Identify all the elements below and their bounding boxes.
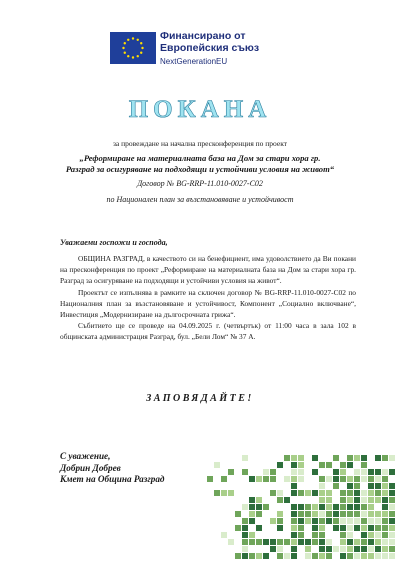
pattern-tile <box>389 532 395 538</box>
pattern-tile <box>312 469 318 475</box>
pattern-tile <box>305 518 311 524</box>
pattern-tile <box>375 490 381 496</box>
pattern-tile <box>333 546 339 552</box>
pattern-tile <box>249 532 255 538</box>
pattern-tile <box>305 546 311 552</box>
pattern-tile <box>361 546 367 552</box>
pattern-tile <box>375 483 381 489</box>
pattern-tile <box>326 490 332 496</box>
pattern-tile <box>249 504 255 510</box>
pattern-tile <box>361 476 367 482</box>
pattern-tile <box>291 455 297 461</box>
pattern-tile <box>319 483 325 489</box>
paragraph-3: Събитието ще се проведе на 04.09.2025 г. (четвъртък) от 11:00 часа в зала 102 в общинската администрация Разград, бул. „Бели Лом“ № 37 А. <box>60 321 356 342</box>
pattern-tile <box>242 539 248 545</box>
pattern-tile <box>291 490 297 496</box>
pattern-tile <box>375 455 381 461</box>
pattern-tile <box>249 511 255 517</box>
pattern-tile <box>312 553 318 559</box>
greeting: Уважаеми госпожи и господа, <box>60 238 168 247</box>
pattern-tile <box>214 490 220 496</box>
pattern-tile <box>354 469 360 475</box>
pattern-tile <box>228 469 234 475</box>
pattern-tile <box>326 546 332 552</box>
pattern-tile <box>333 483 339 489</box>
pattern-tile <box>347 462 353 468</box>
pattern-tile <box>221 490 227 496</box>
pattern-tile <box>291 483 297 489</box>
pattern-tile <box>389 504 395 510</box>
pattern-tile <box>270 476 276 482</box>
pattern-tile <box>333 476 339 482</box>
pattern-tile <box>228 490 234 496</box>
pattern-tile <box>277 511 283 517</box>
pattern-tile <box>361 525 367 531</box>
pattern-tile <box>389 469 395 475</box>
pattern-tile <box>291 511 297 517</box>
pattern-tile <box>354 483 360 489</box>
pattern-tile <box>361 532 367 538</box>
pattern-tile <box>319 462 325 468</box>
pattern-tile <box>389 497 395 503</box>
pattern-tile <box>368 497 374 503</box>
pattern-tile <box>242 504 248 510</box>
pattern-tile <box>382 518 388 524</box>
pattern-tile <box>361 553 367 559</box>
pattern-tile <box>375 553 381 559</box>
pattern-tile <box>340 490 346 496</box>
pattern-tile <box>249 476 255 482</box>
pattern-tile <box>277 462 283 468</box>
pattern-tile <box>368 539 374 545</box>
pattern-tile <box>382 469 388 475</box>
pattern-tile <box>382 553 388 559</box>
pattern-tile <box>298 462 304 468</box>
pattern-tile <box>270 546 276 552</box>
pattern-tile <box>375 497 381 503</box>
paragraph-2: Проектът се изпълнява в рамките на сключен договор № BG-RRP-11.010-0027-C02 по Националния план за възстановяване и устойчивост, Компонент „Социално включване“, Инвестиция „Модернизиране на дългосрочната грижа“. <box>60 287 356 320</box>
pattern-tile <box>263 553 269 559</box>
pattern-tile <box>382 539 388 545</box>
pattern-tile <box>326 462 332 468</box>
pattern-tile <box>242 546 248 552</box>
pattern-tile <box>354 525 360 531</box>
pattern-tile <box>305 539 311 545</box>
invitation-call: ЗАПОВЯДАЙТЕ! <box>146 393 254 404</box>
pattern-tile <box>249 518 255 524</box>
pattern-tile <box>389 525 395 531</box>
pattern-tile <box>319 476 325 482</box>
pattern-tile <box>326 476 332 482</box>
pattern-tile <box>333 504 339 510</box>
pattern-tile <box>298 469 304 475</box>
pattern-tile <box>319 553 325 559</box>
pattern-tile <box>214 462 220 468</box>
pattern-tile <box>312 539 318 545</box>
pattern-tile <box>354 539 360 545</box>
pattern-tile <box>319 525 325 531</box>
pattern-tile <box>326 504 332 510</box>
pattern-tile <box>312 511 318 517</box>
pattern-tile <box>333 525 339 531</box>
pattern-tile <box>354 490 360 496</box>
pattern-tile <box>382 497 388 503</box>
pattern-tile <box>298 525 304 531</box>
pattern-tile <box>382 455 388 461</box>
pattern-tile <box>361 469 367 475</box>
pattern-tile <box>326 511 332 517</box>
pattern-tile <box>375 518 381 524</box>
pattern-tile <box>298 490 304 496</box>
pattern-tile <box>354 504 360 510</box>
pattern-tile <box>305 490 311 496</box>
pattern-tile <box>340 504 346 510</box>
pattern-tile <box>347 553 353 559</box>
pattern-tile <box>256 553 262 559</box>
pattern-tile <box>298 511 304 517</box>
pattern-tile <box>347 518 353 524</box>
signer-position: Кмет на Община Разград <box>60 474 165 484</box>
pattern-tile <box>221 476 227 482</box>
pattern-tile <box>368 469 374 475</box>
pattern-tile <box>340 497 346 503</box>
pattern-tile <box>277 490 283 496</box>
pattern-tile <box>284 497 290 503</box>
pattern-tile <box>305 511 311 517</box>
pattern-tile <box>340 553 346 559</box>
pattern-tile <box>340 539 346 545</box>
pattern-tile <box>375 476 381 482</box>
pattern-tile <box>284 476 290 482</box>
page-title: ПОКАНА <box>128 96 272 123</box>
pattern-tile <box>354 455 360 461</box>
pattern-tile <box>389 518 395 524</box>
pattern-tile <box>389 546 395 552</box>
pattern-tile <box>382 490 388 496</box>
logo-line-1: Финансирано от <box>160 30 246 42</box>
pattern-tile <box>347 504 353 510</box>
pattern-tile <box>375 469 381 475</box>
pattern-tile <box>277 525 283 531</box>
pattern-tile <box>235 553 241 559</box>
pattern-tile <box>368 525 374 531</box>
pattern-tile <box>368 504 374 510</box>
pattern-tile <box>312 490 318 496</box>
pattern-tile <box>284 455 290 461</box>
pattern-tile <box>354 511 360 517</box>
pattern-tile <box>312 455 318 461</box>
pattern-tile <box>333 518 339 524</box>
pattern-tile <box>347 483 353 489</box>
pattern-tile <box>361 539 367 545</box>
pattern-tile <box>207 476 213 482</box>
pattern-tile <box>347 497 353 503</box>
pattern-tile <box>291 504 297 510</box>
pattern-tile <box>347 511 353 517</box>
pattern-tile <box>291 469 297 475</box>
pattern-tile <box>312 532 318 538</box>
pattern-tile <box>354 497 360 503</box>
pattern-tile <box>277 539 283 545</box>
pattern-tile <box>368 490 374 496</box>
pattern-tile <box>270 518 276 524</box>
pattern-tile <box>333 469 339 475</box>
pattern-tile <box>382 476 388 482</box>
pattern-tile <box>389 455 395 461</box>
pattern-tile <box>256 504 262 510</box>
pattern-tile <box>298 532 304 538</box>
pattern-tile <box>291 546 297 552</box>
pattern-tile <box>382 525 388 531</box>
pattern-tile <box>256 539 262 545</box>
pattern-tile <box>221 532 227 538</box>
pattern-tile <box>389 483 395 489</box>
pattern-tile <box>347 525 353 531</box>
pattern-tile <box>326 553 332 559</box>
pattern-tile <box>235 525 241 531</box>
pattern-tile <box>228 539 234 545</box>
pattern-tile <box>249 497 255 503</box>
pattern-tile <box>375 525 381 531</box>
pattern-tile <box>361 462 367 468</box>
pattern-tile <box>291 476 297 482</box>
pattern-tile <box>298 476 304 482</box>
signer-name: Добрин Добрев <box>60 462 121 473</box>
pattern-tile <box>326 518 332 524</box>
pattern-tile <box>368 476 374 482</box>
logo-line-3: NextGenerationEU <box>160 57 228 66</box>
pattern-tile <box>312 525 318 531</box>
pattern-tile <box>368 511 374 517</box>
pattern-tile <box>340 469 346 475</box>
pattern-tile <box>291 539 297 545</box>
pattern-tile <box>368 532 374 538</box>
pattern-tile <box>340 546 346 552</box>
pattern-tile <box>340 532 346 538</box>
pattern-tile <box>305 553 311 559</box>
pattern-tile <box>389 511 395 517</box>
pattern-tile <box>242 455 248 461</box>
pattern-tile <box>368 518 374 524</box>
pattern-tile <box>361 455 367 461</box>
pattern-tile <box>298 455 304 461</box>
pattern-tile <box>291 532 297 538</box>
pattern-tile <box>277 518 283 524</box>
pattern-tile <box>368 546 374 552</box>
pattern-tile <box>347 546 353 552</box>
pattern-tile <box>361 497 367 503</box>
pattern-tile <box>347 539 353 545</box>
pattern-tile <box>298 504 304 510</box>
pattern-tile <box>277 497 283 503</box>
pattern-tile <box>263 504 269 510</box>
pattern-tile <box>389 490 395 496</box>
pattern-tile <box>347 490 353 496</box>
pattern-tile <box>298 539 304 545</box>
pattern-tile <box>361 518 367 524</box>
pattern-tile <box>284 539 290 545</box>
pattern-tile <box>277 553 283 559</box>
pattern-tile <box>242 469 248 475</box>
pattern-tile <box>333 455 339 461</box>
pattern-tile <box>305 504 311 510</box>
pattern-tile <box>354 553 360 559</box>
pattern-tile <box>326 497 332 503</box>
pattern-tile <box>256 525 262 531</box>
pattern-tile <box>312 518 318 524</box>
pattern-tile <box>277 546 283 552</box>
pattern-tile <box>270 469 276 475</box>
pattern-tile <box>270 490 276 496</box>
pattern-tile <box>382 546 388 552</box>
pattern-tile <box>368 483 374 489</box>
pattern-tile <box>375 511 381 517</box>
pattern-tile <box>382 483 388 489</box>
pattern-tile <box>319 546 325 552</box>
pattern-tile <box>382 504 388 510</box>
subtitle: за провеждане на начална пресконференция по проект <box>112 139 288 148</box>
pattern-tile <box>389 553 395 559</box>
pattern-tile <box>263 476 269 482</box>
pattern-tile <box>249 539 255 545</box>
pattern-tile <box>340 518 346 524</box>
pattern-tile <box>319 539 325 545</box>
pattern-tile <box>340 462 346 468</box>
pattern-tile <box>361 504 367 510</box>
pattern-tile <box>263 469 269 475</box>
pattern-tile <box>389 539 395 545</box>
pattern-tile <box>319 490 325 496</box>
pattern-tile <box>256 497 262 503</box>
pattern-tile <box>375 539 381 545</box>
pattern-tile <box>333 511 339 517</box>
pattern-tile <box>340 476 346 482</box>
pattern-tile <box>354 518 360 524</box>
pattern-tile <box>263 539 269 545</box>
paragraph-1: ОБЩИНА РАЗГРАД, в качеството си на бенефициент, има удоволствието да Ви покани на пресконференция по проект „Реформиране на материалната база на Дом за стари хора гр. Разград за осигуряване на подходящи и устойчиви условия на живот“. <box>60 254 356 286</box>
regards: С уважение, <box>60 451 111 461</box>
pattern-tile <box>347 532 353 538</box>
pattern-tile <box>291 518 297 524</box>
pattern-tile <box>249 553 255 559</box>
project-name-line-1: „Реформиране на материалната база на Дом за стари хора гр. <box>79 153 321 163</box>
pattern-tile <box>312 504 318 510</box>
pattern-tile <box>270 539 276 545</box>
pattern-tile <box>242 532 248 538</box>
pattern-tile <box>354 476 360 482</box>
pattern-tile <box>298 518 304 524</box>
pattern-tile <box>375 532 381 538</box>
contract-number: Договор № BG-RRP-11.010-0027-C02 <box>137 179 263 188</box>
pattern-tile <box>319 511 325 517</box>
pattern-tile <box>291 462 297 468</box>
pattern-tile <box>382 511 388 517</box>
pattern-tile <box>242 553 248 559</box>
pattern-tile <box>256 476 262 482</box>
pattern-tile <box>361 511 367 517</box>
pattern-tile <box>326 539 332 545</box>
logo-line-2: Европейския съюз <box>160 42 260 54</box>
pattern-tile <box>235 511 241 517</box>
pattern-tile <box>354 546 360 552</box>
pattern-tile <box>319 504 325 510</box>
pattern-tile <box>319 532 325 538</box>
pattern-tile <box>340 511 346 517</box>
pattern-tile <box>340 525 346 531</box>
pattern-tile <box>291 525 297 531</box>
pattern-tile <box>319 518 325 524</box>
pattern-tile <box>242 518 248 524</box>
pattern-tile <box>256 511 262 517</box>
project-name-line-2: Разград за осигуряване на подходящи и устойчиви условия на живот“ <box>65 164 335 174</box>
pattern-tile <box>291 553 297 559</box>
plan-name: по Национален план за възстановяване и устойчивост <box>106 195 294 204</box>
pattern-tile <box>368 553 374 559</box>
pattern-tile <box>347 455 353 461</box>
pattern-tile <box>347 476 353 482</box>
pattern-tile <box>361 490 367 496</box>
pattern-tile <box>382 532 388 538</box>
pattern-tile <box>375 546 381 552</box>
pattern-tile <box>284 553 290 559</box>
pattern-tile <box>319 497 325 503</box>
pattern-tile <box>242 525 248 531</box>
